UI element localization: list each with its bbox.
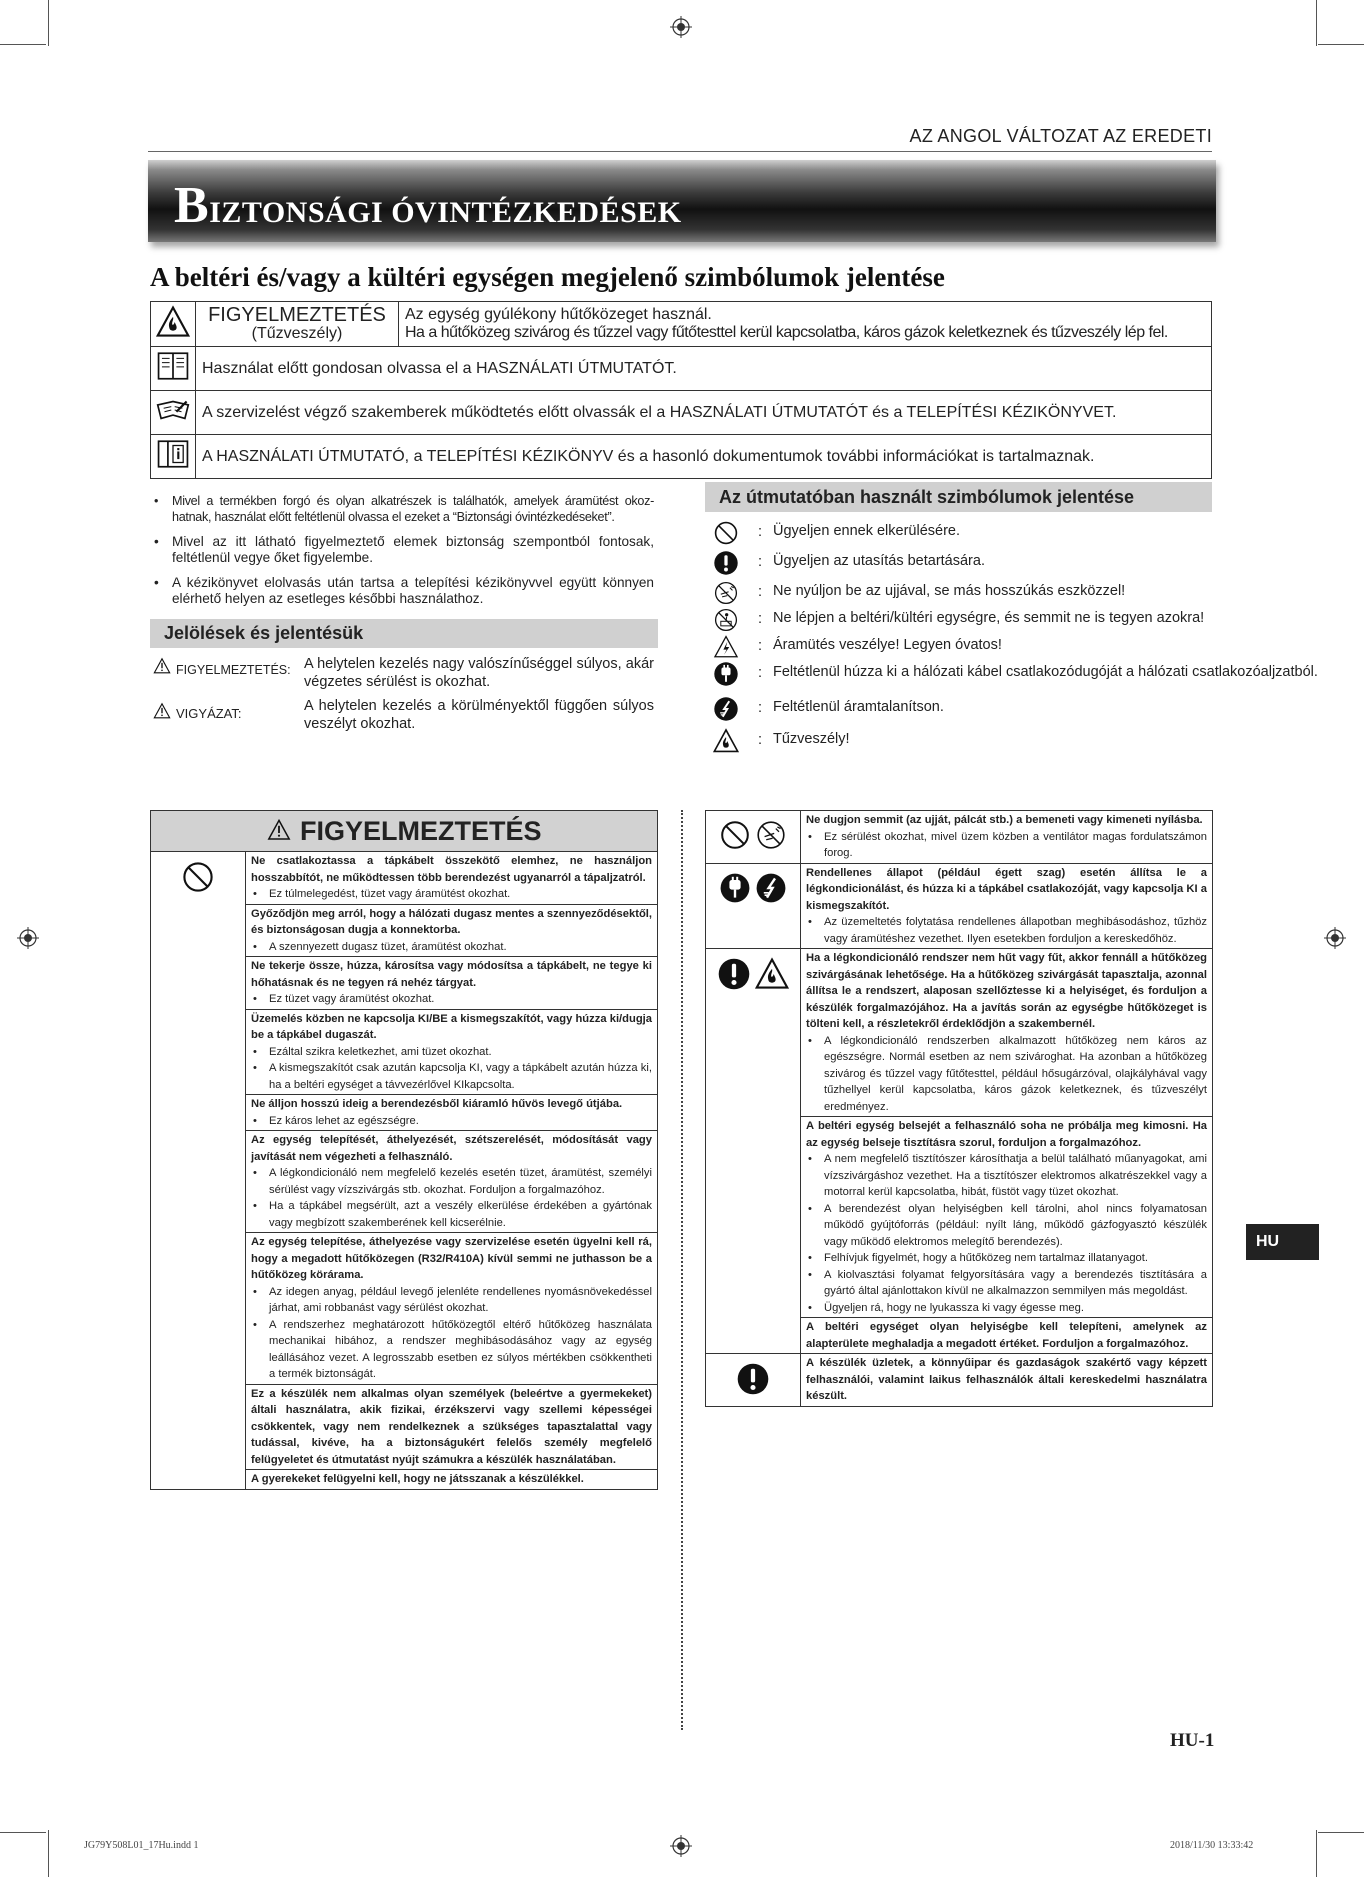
prohibited-icon	[181, 860, 215, 894]
warning-table-left	[150, 851, 658, 1490]
symbol-label: FIGYELMEZTETÉS	[208, 304, 386, 326]
symbol-row	[151, 347, 1212, 391]
warning-item: Ne csatlakoztassa a tápkábelt összekötő elemhez, ne használjon hosszabbítót, ne működtessen több berendezést ugyanarról a tápaljzatról. • Ez túlmelegedést, tüzet vagy áramütést okozhat.	[246, 852, 658, 905]
manual-reading-icon	[155, 393, 191, 427]
symbol-row	[151, 302, 1212, 347]
marking-label: VIGYÁZAT:	[176, 706, 242, 721]
crop-mark	[1318, 44, 1364, 45]
ground-icon	[755, 872, 787, 904]
marking-text: A helytelen kezelés a körülményektől függően súlyos veszélyt okozhat.	[304, 698, 654, 732]
original-language-note: AZ ANGOL VÁLTOZAT AZ EREDETI	[909, 126, 1212, 146]
page-number: HU-1	[1170, 1730, 1215, 1751]
fire-icon	[713, 728, 739, 754]
symbols-table	[150, 301, 1212, 479]
warning-item: A beltéri egységet olyan helyiségbe kell telepíteni, amelynek az alapterülete meghaladja a megadott értéket. Forduljon a forgalmazóhoz.	[801, 1318, 1213, 1354]
prohibited-icon	[719, 819, 751, 851]
list-item: • Mivel a termékben forgó és olyan alkatrészek is találhatók, amelyek áramütést okoz- hatnak, használat előtt feltétlenül olvassa el ezeket a “Biztonsági óvintézkedéseket”.	[150, 493, 654, 525]
crop-mark	[0, 44, 46, 45]
registration-mark-icon	[1324, 927, 1346, 949]
warning-item: Ne tekerje össze, húzza, károsítsa vagy módosítsa a tápkábelt, ne tegye ki hőhatásnak és ne tegyen rá nehéz tárgyat. • Ez tüzet vagy áramütést okozhat.	[246, 957, 658, 1010]
info-book-icon	[156, 437, 190, 471]
warning-item: Az egység telepítése, áthelyezése vagy szervizelése esetén ügyelni kell rá, hogy a megadott hűtőközegen (R32/R410A) kívül semmi ne juthasson be a hűtőközeg körárama. • Az idegen anyag, például levegő jelenléte rendellenes nyomásnövekedéssel járhat, ami robbanást vagy sérülést okozhat. • A rendszerhez meghatározott hűtőközegtől eltérő hűtőközeg használata mechanikai hibához, a rendszer meghibásodásához vagy az egység leállásához vezet. A legrosszabb esetben ez súlyos mértékben csökkentheti a termék biztonságát.	[246, 1233, 658, 1385]
intro-bullets	[150, 493, 654, 616]
crop-mark	[1318, 1832, 1364, 1833]
title-banner	[148, 160, 1216, 242]
registration-mark-icon	[670, 16, 692, 38]
symbol-row	[151, 391, 1212, 435]
symbol-sublabel: (Tűzveszély)	[251, 325, 343, 342]
no-fingers-icon	[713, 580, 739, 606]
warning-item: Rendellenes állapot (például égett szag) esetén állítsa le a légkondicionálást, és húzza ki a tápkábel csatlakozóját, vagy kapcsolja KI a kismegszakítót. • Az üzemeltetés folytatása rendellenes állapotban meghibásodáshoz, tűzhöz vagy áramütéshez vezethet. Ilyen esetekben forduljon a kereskedőhöz.	[801, 863, 1213, 949]
list-item: • A kézikönyvet elolvasás után tartsa a telepítési kézikönyvvel együtt könnyen elérhető helyen az esetleges későbbi használathoz.	[150, 575, 654, 607]
symbols-heading: A beltéri és/vagy a kültéri egységen megjelenő szimbólumok jelentése	[150, 262, 945, 292]
marking-text: A helytelen kezelés nagy valószínűséggel súlyos, akár végzetes sérülést is okozhat.	[304, 656, 654, 690]
warning-item: A gyerekeket felügyelni kell, hogy ne játsszanak a készülékkel.	[246, 1470, 658, 1490]
warning-item: Ne dugjon semmit (az ujját, pálcát stb.) a bemeneti vagy kimeneti nyílásba. • Ez sérülést okozhat, mivel üzem közben a ventilátor magas fordulatszámon forog.	[801, 811, 1213, 864]
symbol-text: Ha a hűtőközeg szivárog és tűzzel vagy fűtőtesttel kerül kapcsolatba, káros gázok keletkeznek és tűzveszély lép fel.	[405, 324, 1168, 341]
warning-item: A készülék üzletek, a könnyűipar és gazdaságok szakértő vagy képzett felhasználói, valamint laikus felhasználók általi kereskedelmi használatra készült.	[801, 1354, 1213, 1407]
warning-item: Ha a légkondicionáló rendszer nem hűt vagy fűt, akkor fennáll a hűtőközeg szivárgásának lehetősége. Ha a hűtőközeg szivárgását tapasztalja, azonnal állítsa le a rendszert, alaposan szellőztesse ki a helyiséget, és forduljon a készülék forgalmazójához. Ha a javítás során az egységbe hűtőközeget is tölteni kell, a részletekről érdeklődjön a szakembernél. • A légkondicionáló rendszerben alkalmazott hűtőközeg nem káros az egészségre. Normál esetben az nem szivároghat. Ha azonban a hűtőközeg szivárog és tűzzel vagy fűtőtesttel, például hősugárzóval, olajkályhával vagy tűzhellyel kerül kapcsolatba, káros gázok keletkeznek, és tűzveszélyt eredményez.	[801, 949, 1213, 1117]
legend-heading: Az útmutatóban használt szimbólumok jelentése	[705, 482, 1212, 512]
ground-icon	[713, 696, 739, 722]
warning-item: Üzemelés közben ne kapcsolja KI/BE a kismegszakítót, vagy húzza ki/dugja be a tápkábel dugaszát. • Ezáltal szikra keletkezhet, ami tüzet okozhat. • A kismegszakítót csak azután kapcsolja KI, vagy a tápkábelt azután húzza ki, ha a beltéri egységet a távvezérlővel KIkapcsolta.	[246, 1009, 658, 1095]
footer-file: JG79Y508L01_17Hu.indd 1	[84, 1840, 199, 1851]
crop-mark	[48, 0, 49, 46]
symbol-text: Az egység gyúlékony hűtőközeget használ.	[405, 306, 712, 323]
no-fingers-icon	[755, 819, 787, 851]
warning-item: Győződjön meg arról, hogy a hálózati dugasz mentes a szennyeződésektől, és biztonságosan dugja a konnektorba. • A szennyezett dugasz tüzet, áramütést okozhat.	[246, 904, 658, 957]
crop-mark	[1316, 1830, 1317, 1877]
fire-icon	[755, 957, 789, 991]
language-tab: HU	[1246, 1224, 1319, 1260]
warning-item: Az egység telepítését, áthelyezését, szétszerelését, módosítását vagy javítását nem végezheti a felhasználó. • A légkondicionáló nem megfelelő kezelés esetén tüzet, áramütést, személyi sérülést vagy vízszivárgás stb. okozhat. Forduljon a forgalmazóhoz. • Ha a tápkábel megsérült, azt a veszély elkerülése érdekében a gyártónak vagy megbízott szakemberének kell kicserélnie.	[246, 1131, 658, 1233]
header-rule	[148, 151, 1212, 152]
symbol-text: A szervizelést végző szakemberek működtetés előtt olvassák el a HASZNÁLATI ÚTMUTATÓT és a TELEPÍTÉSI KÉZIKÖNYVET.	[196, 391, 1212, 435]
warning-triangle-icon	[152, 702, 172, 720]
warning-item: A beltéri egység belsejét a felhasználó soha ne próbálja meg kimosni. Ha az egység belseje tisztításra szorul, forduljon a forgalmazóhoz. • A nem megfelelő tisztítószer károsíthatja a belül található műanyagokat, ami vízszivárgáshoz vezethet. Ha a tisztítószer elektromos alkatrészekkel vagy a motorral kerül kapcsolatba, hibát, füstöt vagy tüzet okozhat. • A berendezést olyan helyiségben kell tárolni, ahol nincs folyamatosan működő gyújtóforrás (például: nyílt láng, működő gázfogyasztó készülék vagy működő elektromos melegítő berendezés). • Felhívjuk figyelmét, hogy a hűtőközeg nem tartalmaz illatanyagot. • A kiolvasztási folyamat felgyorsítására vagy a berendezés tisztítására a gyártó által ajánlottakon kívül ne alkalmazzon semmilyen más megoldást. • Ügyeljen rá, hogy ne lyukassza ki vagy égesse meg.	[801, 1117, 1213, 1318]
warning-item: Ne álljon hosszú ideig a berendezésből kiáramló hűvös levegő útjába. • Ez káros lehet az egészségre.	[246, 1095, 658, 1131]
symbol-text: Használat előtt gondosan olvassa el a HASZNÁLATI ÚTMUTATÓT.	[196, 347, 1212, 391]
symbol-row	[151, 435, 1212, 479]
book-icon	[156, 349, 190, 383]
symbol-icon-cell	[151, 302, 196, 347]
mandatory-exclamation-icon	[713, 550, 739, 576]
electric-shock-icon	[713, 634, 739, 660]
no-stepping-icon	[713, 607, 739, 633]
marking-label: FIGYELMEZTETÉS:	[176, 663, 291, 677]
symbol-text: A HASZNÁLATI ÚTMUTATÓ, a TELEPÍTÉSI KÉZIKÖNYV és a hasonló dokumentumok további információkat is tartalmaznak.	[196, 435, 1212, 479]
registration-mark-icon	[17, 927, 39, 949]
column-divider	[681, 810, 683, 1730]
markings-heading: Jelölések és jelentésük	[150, 619, 658, 648]
warning-item: Ez a készülék nem alkalmas olyan személyek (beleértve a gyermekeket) általi használatra, akik fizikai, érzékszervi vagy szellemi képességei csökkentek, vagy nem rendelkeznek a szükséges tapasztalattal vagy tudással, kivéve, ha a biztonságukért felelős személy megfelelő felügyeletet és útmutatást nyújt számukra a készülék használatában.	[246, 1384, 658, 1470]
list-item: • Mivel az itt látható figyelmeztető elemek biztonság szempontból fontosak, feltétlenül vegye őket figyelembe.	[150, 534, 654, 566]
page-title: BIZTONSÁGI ÓVINTÉZKEDÉSEK	[174, 177, 682, 234]
footer-timestamp: 2018/11/30 13:33:42	[1170, 1840, 1254, 1851]
mandatory-exclamation-icon	[717, 957, 751, 991]
unplug-icon	[713, 661, 739, 687]
warning-triangle-icon	[266, 818, 292, 842]
fire-warning-icon	[156, 305, 190, 339]
warning-triangle-icon	[152, 657, 172, 675]
unplug-icon	[719, 872, 751, 904]
crop-mark	[1316, 0, 1317, 46]
prohibited-icon	[713, 520, 739, 546]
crop-mark	[48, 1830, 49, 1877]
mandatory-exclamation-icon	[736, 1362, 770, 1396]
warning-heading: FIGYELMEZTETÉS	[150, 810, 658, 852]
warning-table-right	[705, 810, 1213, 1407]
registration-mark-icon	[670, 1835, 692, 1857]
crop-mark	[0, 1832, 46, 1833]
